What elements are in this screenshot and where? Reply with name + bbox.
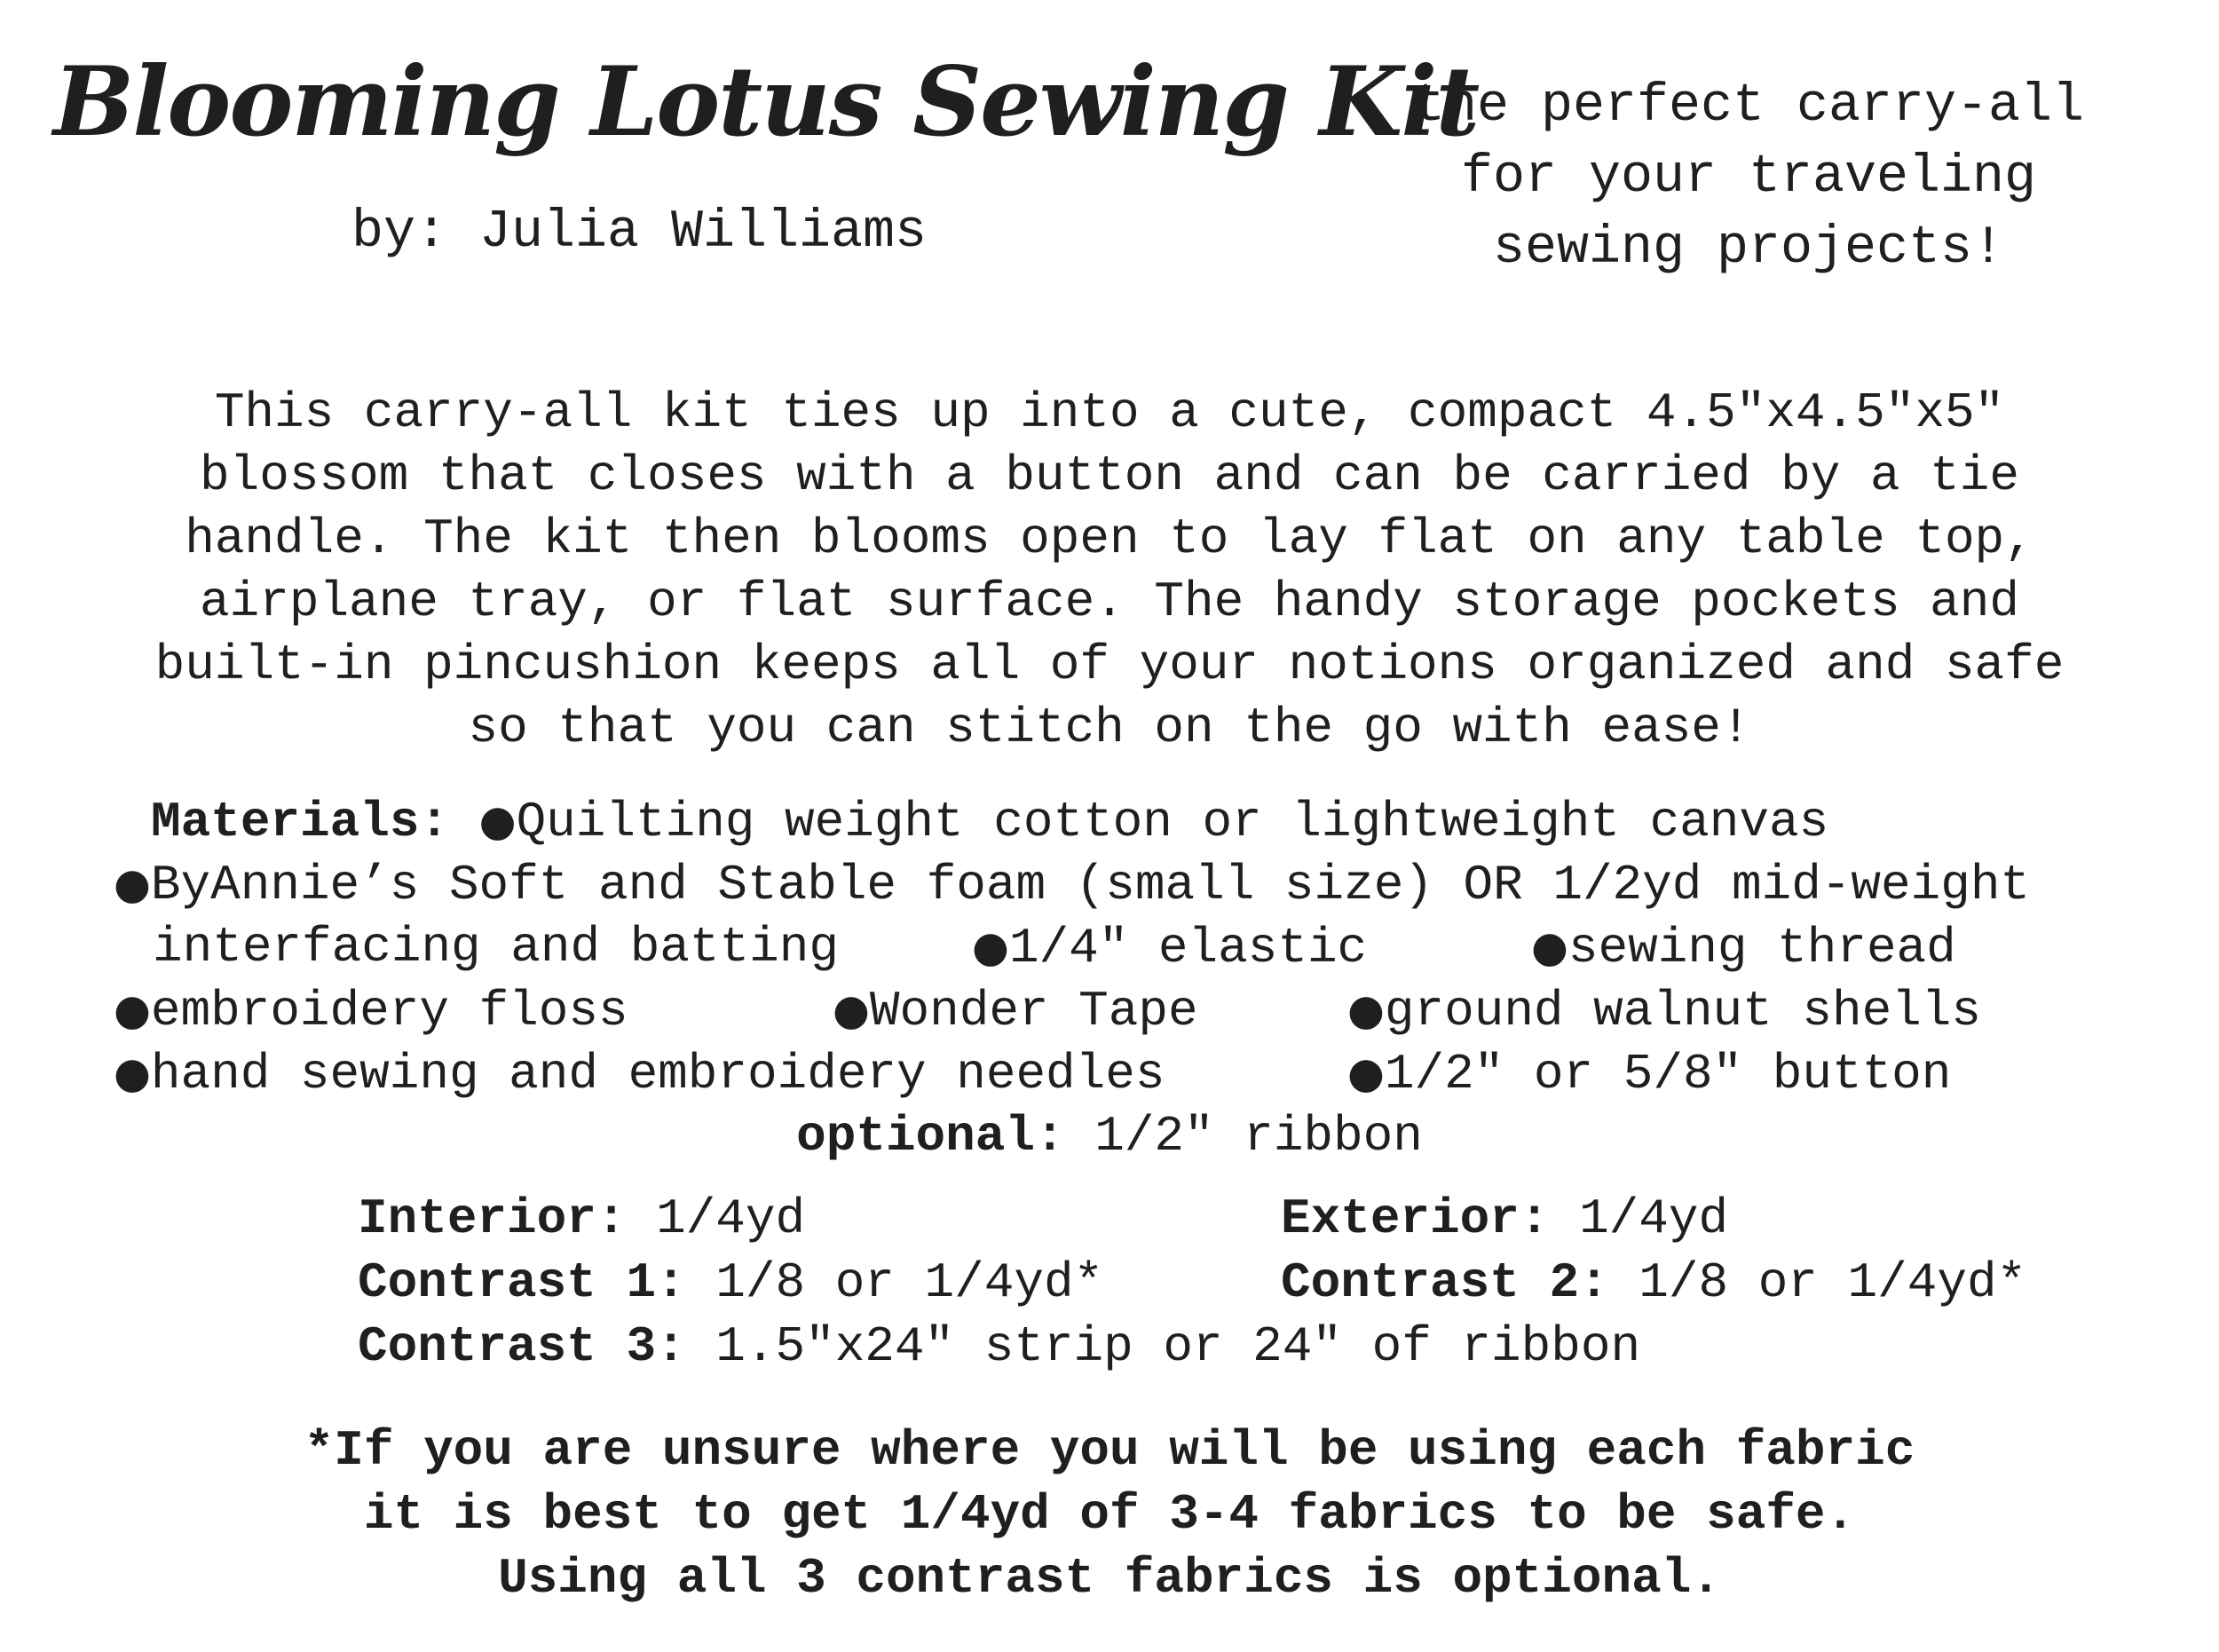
material-item: Wonder Tape: [869, 983, 1198, 1039]
fabric-value: 1/8 or 1/4yd*: [715, 1254, 1104, 1311]
intro-line: built-in pincushion keeps all of your notions organized and safe: [154, 636, 2065, 693]
intro-line: so that you can stitch on the go with ease!: [468, 700, 1751, 756]
material-item: ground walnut shells: [1384, 983, 1981, 1039]
bullet-icon: ●: [114, 1048, 151, 1098]
optional-label: optional:: [796, 1108, 1065, 1165]
fabric-value: 1/8 or 1/4yd*: [1639, 1254, 2027, 1311]
material-item-with-bullet: [972, 916, 1367, 980]
fabric-value: 1/4yd: [656, 1190, 806, 1247]
fabric-contrast-2: [1281, 1251, 2026, 1315]
bullet-icon: ●: [1347, 985, 1385, 1035]
bullet-icon: ●: [1531, 922, 1568, 972]
fabric-value: 1/4yd: [1579, 1190, 1729, 1247]
material-item: 1/4″ elastic: [1008, 920, 1368, 976]
fabric-value: 1.5″x24″ strip or 24″ of ribbon: [715, 1318, 1641, 1375]
material-item: hand sewing and embroidery needles: [150, 1046, 1165, 1103]
material-item: ByAnnie’s Soft and Stable foam (small size) OR 1/2yd mid-weight: [150, 857, 2031, 913]
fabric-label: Contrast 2:: [1281, 1254, 1609, 1311]
bullet-icon: ●: [114, 985, 151, 1035]
material-item-with-bullet: [114, 1042, 1165, 1106]
material-item-with-bullet: [1347, 1042, 1951, 1106]
fabric-note: [53, 1419, 2166, 1610]
fabric-label: Interior:: [358, 1190, 627, 1247]
note-line: it is best to get 1/4yd of 3-4 fabrics to be safe.: [363, 1486, 1856, 1543]
bullet-icon: ●: [972, 922, 1009, 972]
note-line: Using all 3 contrast fabrics is optional.: [498, 1550, 1721, 1607]
author-byline: by: Julia Williams: [351, 202, 928, 263]
optional-value: 1/2″ ribbon: [1094, 1108, 1423, 1165]
fabric-label: Exterior:: [1281, 1190, 1550, 1247]
intro-paragraph: [53, 382, 2166, 760]
intro-line: blossom that closes with a button and can be carried by a tie: [200, 447, 2019, 504]
materials-row-2: [114, 853, 2030, 917]
intro-line: This carry-all kit ties up into a cute, compact 4.5″x4.5″x5″: [214, 384, 2005, 441]
bullet-icon: ●: [114, 859, 151, 909]
note-line: *If you are unsure where you will be using each fabric: [304, 1422, 1915, 1479]
fabric-contrast-1: [358, 1251, 1103, 1315]
material-item: sewing thread: [1568, 920, 1956, 976]
intro-line: handle. The kit then blooms open to lay flat on any table top,: [185, 510, 2034, 567]
material-item-with-bullet: [1531, 916, 1956, 980]
material-item: 1/2″ or 5/8″ button: [1384, 1046, 1952, 1103]
material-item-with-bullet: [1347, 979, 1981, 1043]
tagline-line: for your traveling: [1460, 147, 2037, 208]
bullet-icon: ●: [478, 796, 517, 846]
tagline: [1296, 71, 2201, 284]
optional-materials: [53, 1105, 2166, 1168]
fabric-label: Contrast 3:: [358, 1318, 686, 1375]
material-item-with-bullet: [114, 979, 628, 1043]
fabric-contrast-3: [358, 1315, 1640, 1379]
intro-line: airplane tray, or flat surface. The handy storage pockets and: [200, 573, 2019, 630]
material-item: interfacing and batting: [153, 919, 839, 976]
fabric-exterior: [1281, 1187, 1728, 1251]
fabric-label: Contrast 1:: [358, 1254, 686, 1311]
material-item: Quilting weight cotton or lightweight canvas: [516, 794, 1829, 850]
bullet-icon: ●: [1347, 1048, 1385, 1098]
tagline-line: sewing projects!: [1492, 218, 2005, 279]
material-item-with-bullet: [833, 979, 1198, 1043]
bullet-icon: ●: [833, 985, 870, 1035]
material-item: embroidery floss: [150, 983, 628, 1039]
tagline-line: the perfect carry-all: [1412, 76, 2085, 137]
page-title: Blooming Lotus Sewing Kit: [53, 46, 1479, 158]
fabric-interior: [358, 1187, 805, 1251]
materials-label: Materials:: [151, 794, 450, 850]
materials-row-1: [151, 790, 1828, 854]
